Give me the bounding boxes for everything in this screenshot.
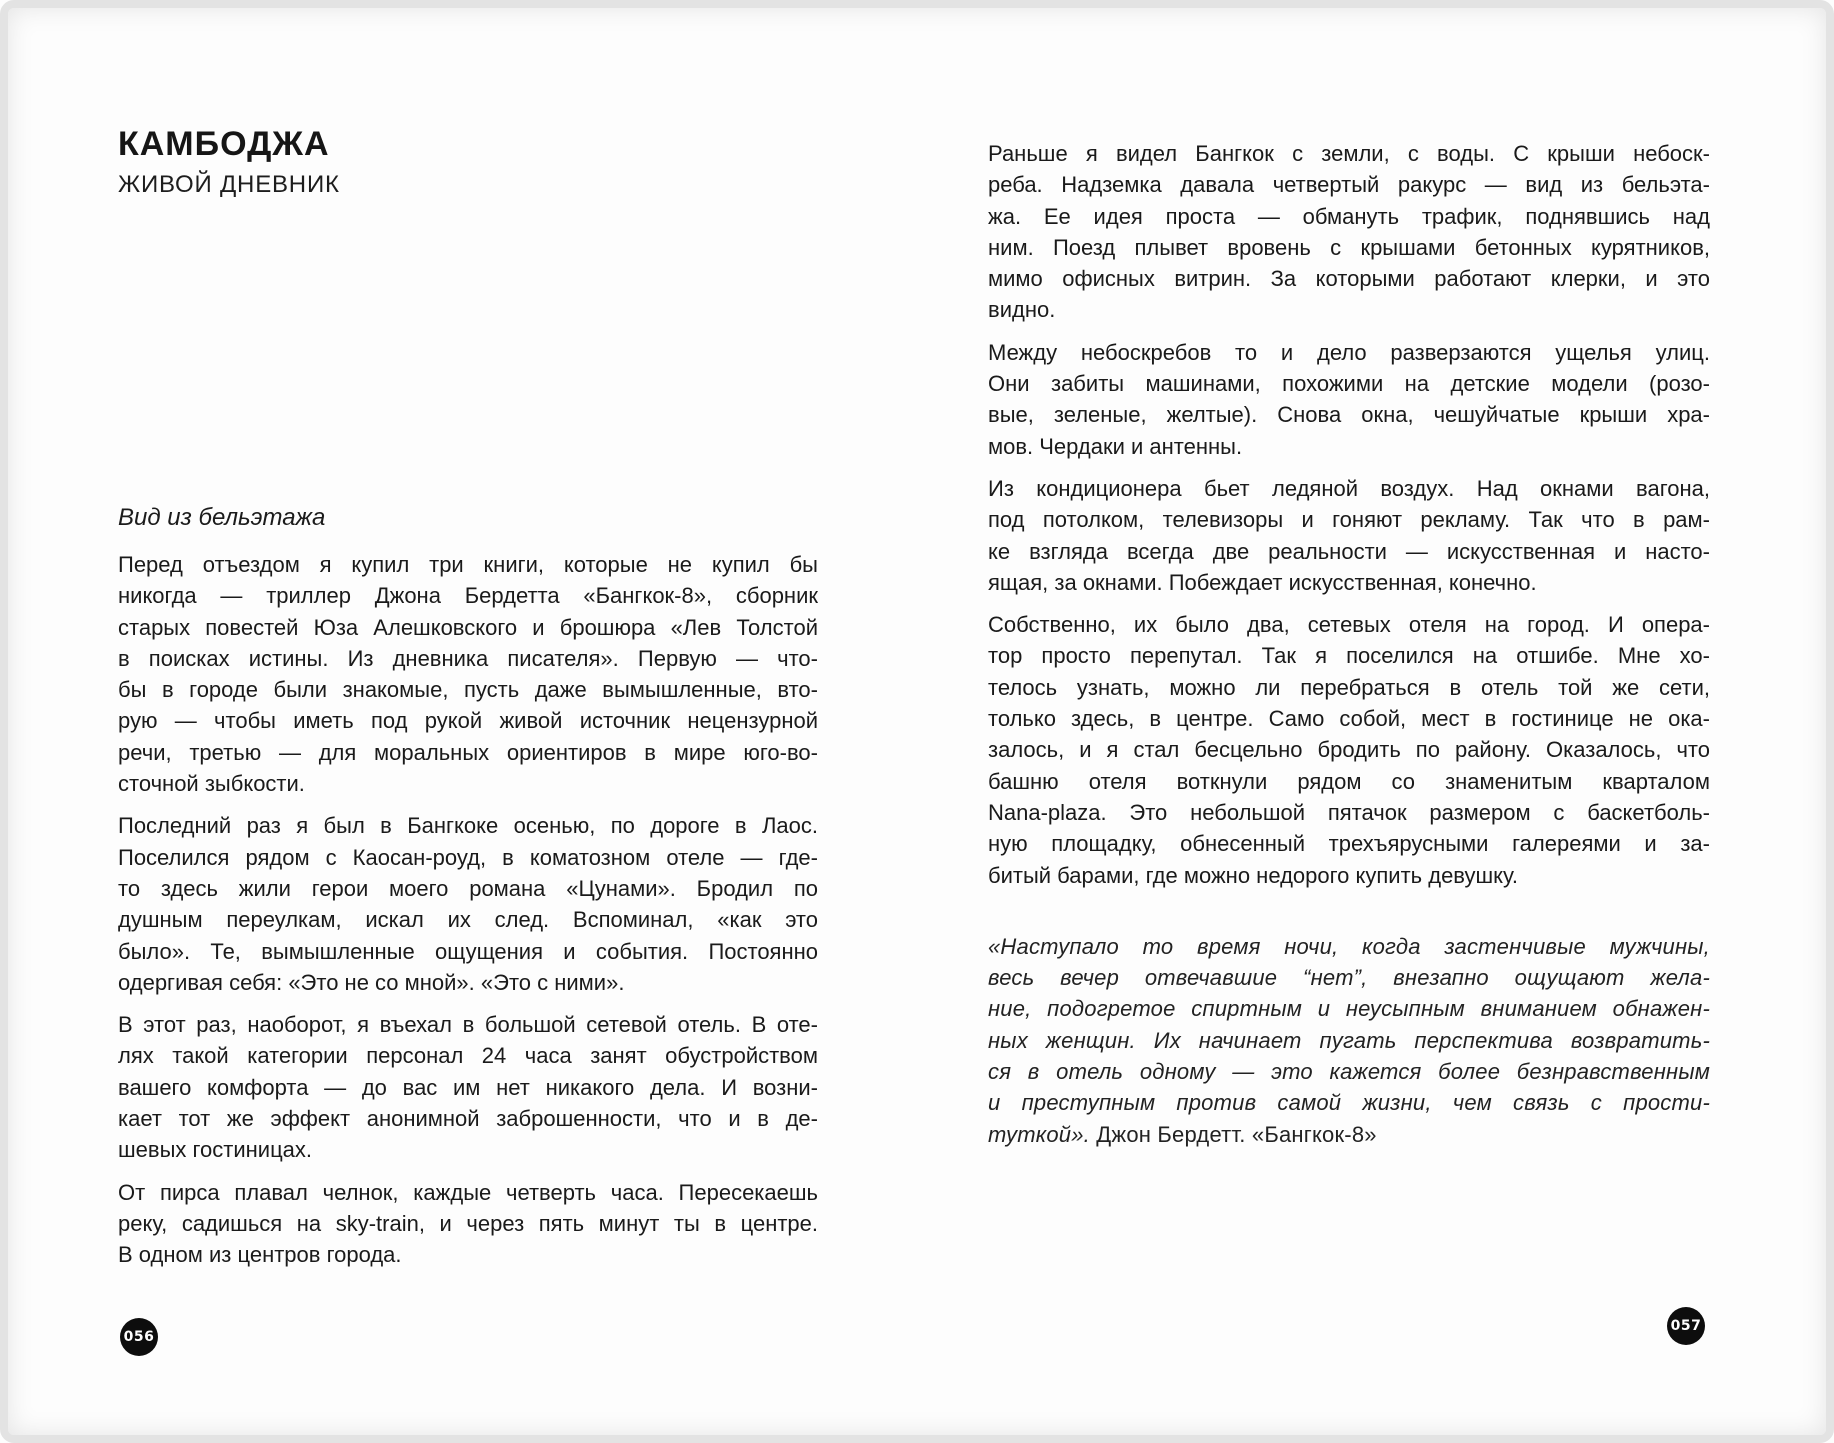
page-number-badge-right: 057 (1667, 1307, 1705, 1345)
text-line: старых повестей Юза Алешковского и брошюра «Лев Толстой (118, 614, 818, 640)
text-line: «Наступало то время ночи, когда застенчивые мужчины, (988, 933, 1710, 959)
text-line: Последний раз я был в Бангкоке осенью, по дороге в Лаос. (118, 813, 818, 839)
text-line: мов. Чердаки и антенны. (988, 433, 1243, 459)
section-heading: Вид из бельэтажа (118, 504, 326, 531)
text-line: и преступным против самой жизни, чем связь с прости- (988, 1090, 1710, 1116)
paragraph (118, 1177, 818, 1271)
paragraph (118, 810, 818, 998)
text-line: Из кондиционера бьет ледяной воздух. Над окнами вагона, (988, 475, 1710, 501)
text-line: Перед отъездом я купил три книги, которые не купил бы (118, 552, 818, 577)
text-line: ние, подогретое спиртным и неусыпным вниманием обнажен- (988, 996, 1710, 1022)
paragraph (118, 1009, 818, 1165)
text-line: ящая, за окнами. Побеждает искусственная, конечно. (988, 569, 1537, 595)
quote-closing-words: туткой». (988, 1121, 1097, 1147)
text-line: в поисках истины. Из дневника писателя». Первую — что- (118, 645, 818, 671)
right-paragraphs (988, 138, 1710, 891)
text-line: весь вечер отвечавшие “нет”, внезапно ощущают жела- (988, 965, 1710, 991)
text-line: жа. Ее идея проста — обмануть трафик, поднявшись над (988, 203, 1710, 229)
text-line: В этот раз, наоборот, я въехал в большой сетевой отель. В оте- (118, 1012, 818, 1038)
text-line: тор просто перепутал. Так я поселился на отшибе. Мне хо- (988, 643, 1710, 669)
text-line: видно. (988, 297, 1056, 323)
text-line: то здесь жили герои моего романа «Цунами». Бродил по (118, 875, 818, 901)
text-line: Раньше я видел Бангкок с земли, с воды. С крыши небоск- (988, 141, 1710, 166)
text-line: ся в отель одному — это кажется более безнравственным (988, 1059, 1710, 1085)
text-line: ке взгляда всегда две реальности — искусственная и насто- (988, 538, 1710, 564)
text-line: рую — чтобы иметь под рукой живой источник нецензурной (118, 708, 818, 734)
right-text-block (988, 138, 1710, 1150)
text-line: Собственно, их было два, сетевых отеля на город. И опера- (988, 612, 1710, 638)
text-line: Поселился рядом с Каосан-роуд, в коматозном отеле — где- (118, 844, 818, 870)
page-left (118, 0, 818, 1443)
text-line: бы в городе были знакомые, пусть даже вымышленные, вто- (118, 677, 818, 703)
text-line: В одном из центров города. (118, 1242, 402, 1268)
text-line: ных женщин. Их начинает пугать перспектива возвратить- (988, 1027, 1710, 1053)
text-line: шевых гостиницах. (118, 1137, 313, 1163)
paragraph (118, 549, 818, 799)
paragraph (988, 473, 1710, 598)
text-line: Между небоскребов то и дело разверзаются ущелья улиц. (988, 339, 1710, 365)
text-line: телось узнать, можно ли перебраться в отель той же сети, (988, 674, 1710, 700)
text-line: башню отеля воткнули рядом со знаменитым кварталом (988, 768, 1710, 794)
chapter-title: КАМБОДЖА (118, 125, 330, 163)
text-line: реку, садишься на sky-train, и через пять минут ты в центре. (118, 1210, 818, 1236)
page-right (988, 0, 1710, 1443)
paragraph (988, 609, 1710, 891)
text-line: душным переулкам, искал их след. Вспоминал, «как это (118, 907, 818, 933)
text-line: От пирса плавал челнок, каждые четверть часа. Пересекаешь (118, 1179, 818, 1205)
left-text-block (118, 503, 818, 1282)
text-line: под потолком, телевизоры и гоняют рекламу. Так что в рам- (988, 507, 1710, 533)
paragraph (988, 337, 1710, 462)
text-line (988, 1119, 1710, 1150)
text-line: сточной зыбкости. (118, 771, 305, 797)
text-line: вые, зеленые, желтые). Снова окна, чешуйчатые крыши хра- (988, 402, 1710, 428)
quote-attribution: Джон Бердетт. «Бангкок-8» (1096, 1121, 1377, 1147)
book-quote (988, 931, 1710, 1150)
chapter-subtitle: ЖИВОЙ ДНЕВНИК (118, 171, 340, 198)
left-paragraphs (118, 549, 818, 1271)
text-line: вашего комфорта — до вас им нет никакого дела. И возни- (118, 1074, 818, 1100)
text-line: Они забиты машинами, похожими на детские модели (розо- (988, 371, 1710, 397)
text-line: битый барами, где можно недорого купить девушку. (988, 862, 1518, 888)
paragraph (988, 138, 1710, 326)
text-line: мимо офисных витрин. За которыми работают клерки, и это (988, 266, 1710, 292)
text-line: кает тот же эффект анонимной заброшенности, что и в де- (118, 1106, 818, 1132)
text-line: было». Те, вымышленные ощущения и события. Постоянно (118, 938, 818, 964)
text-line: только здесь, в центре. Само собой, мест в гостинице не ока- (988, 706, 1710, 732)
text-line: никогда — триллер Джона Бердетта «Бангкок-8», сборник (118, 583, 818, 609)
chapter-header (118, 124, 818, 199)
text-line: одергивая себя: «Это не со мной». «Это с ними». (118, 969, 625, 995)
text-line: залось, и я стал бесцельно бродить по району. Оказалось, что (988, 737, 1710, 763)
text-line: Nana-plaza. Это небольшой пятачок размером с баскетболь- (988, 799, 1710, 825)
text-line: речи, третью — для моральных ориентиров в мире юго-во- (118, 739, 818, 765)
text-line: ним. Поезд плывет вровень с крышами бетонных курятников, (988, 234, 1710, 260)
text-line: лях такой категории персонал 24 часа занят обустройством (118, 1043, 818, 1069)
text-line: реба. Надземка давала четвертый ракурс — вид из бельэта- (988, 172, 1710, 198)
text-line: ную площадку, обнесенный трехъярусными галереями и за- (988, 831, 1710, 857)
page-number-badge-left: 056 (120, 1318, 158, 1356)
